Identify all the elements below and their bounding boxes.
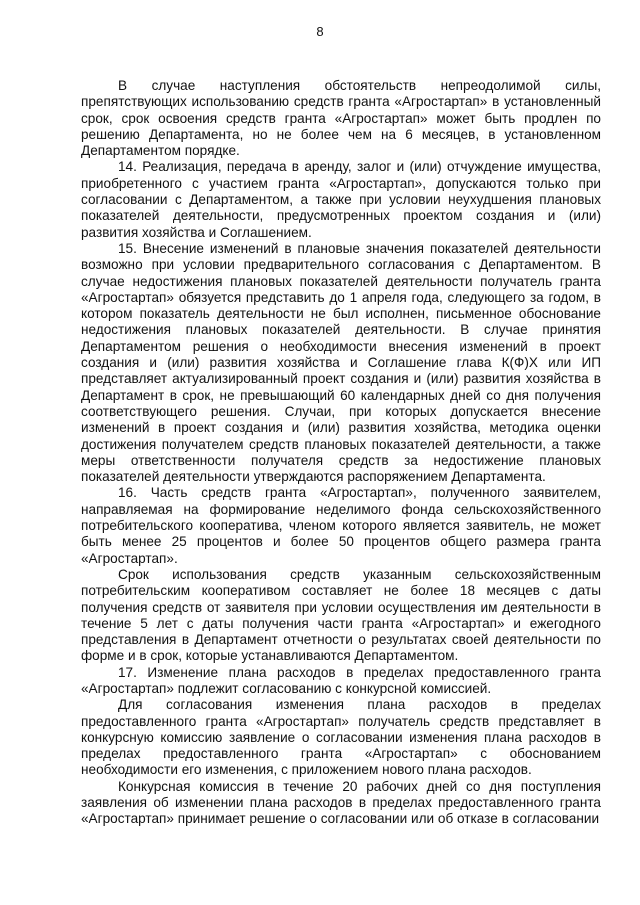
paragraph-17-commission: Конкурсная комиссия в течение 20 рабочих дней со дня поступления заявления об изменении плана расходов в пределах предоставленного гранта «Агростартап» принимает решение о согласовании или об отказе в согласовании <box>81 778 601 827</box>
paragraph-17-approval: Для согласования изменения плана расходов в пределах предоставленного гранта «Агростартап» получатель средств представляет в конкурсную комиссию заявление о согласовании изменения плана расходов в пределах предоставленного гранта «Агростартап» с обоснованием необходимости его изменения, с приложением нового плана расходов. <box>81 697 601 778</box>
page-number: 8 <box>316 24 324 39</box>
paragraph-14: 14. Реализация, передача в аренду, залог и (или) отчуждение имущества, приобретенного с участием гранта «Агростартап», допускаются только при согласовании с Департаментом, а также при условии неухудшения плановых показателей деятельности, предусмотренных проектом создания и (или) развития хозяйства и Соглашением. <box>81 159 601 240</box>
paragraph-16: 16. Часть средств гранта «Агростартап», полученного заявителем, направляемая на формирование неделимого фонда сельскохозяйственного потребительского кооператива, членом которого является заявитель, не может быть менее 25 процентов и более 50 процентов общего размера гранта «Агростартап». <box>81 485 601 566</box>
paragraph-15: 15. Внесение изменений в плановые значения показателей деятельности возможно при условии предварительного согласования с Департаментом. В случае недостижения плановых показателей деятельности получатель гранта «Агростартап» обязуется представить до 1 апреля года, следующего за годом, в котором показатель деятельности не был исполнен, письменное обоснование недостижения плановых показателей деятельности. В случае принятия Департаментом решения о необходимости внесения изменений в проект создания и (или) развития хозяйства и Соглашение глава К(Ф)Х или ИП представляет актуализированный проект создания и (или) развития хозяйства в Департамент в срок, не превышающий 60 календарных дней со дня получения соответствующего решения. Случаи, при которых допускается внесение изменений в проект создания и (или) развития хозяйства, методика оценки достижения получателем средств плановых показателей деятельности, а также меры ответственности получателя средств за недостижение плановых показателей деятельности утверждаются распоряжением Департамента. <box>81 240 601 485</box>
paragraph-force-majeure: В случае наступления обстоятельств непреодолимой силы, препятствующих использованию средств гранта «Агростартап» в установленный срок, срок освоения средств гранта «Агростартап» может быть продлен по решению Департамента, но не более чем на 6 месяцев, в установленном Департаментом порядке. <box>81 78 601 159</box>
paragraph-16-term: Срок использования средств указанным сельскохозяйственным потребительским кооперативом составляет не более 18 месяцев с даты получения средств от заявителя при условии осуществления им деятельности в течение 5 лет с даты получения части гранта «Агростартап» и ежегодного представления в Департамент отчетности о результатах своей деятельности по форме и в срок, которые устанавливаются Департаментом. <box>81 566 601 664</box>
paragraph-17: 17. Изменение плана расходов в пределах предоставленного гранта «Агростартап» подлежит согласованию с конкурсной комиссией. <box>81 664 601 696</box>
document-body <box>81 78 601 828</box>
